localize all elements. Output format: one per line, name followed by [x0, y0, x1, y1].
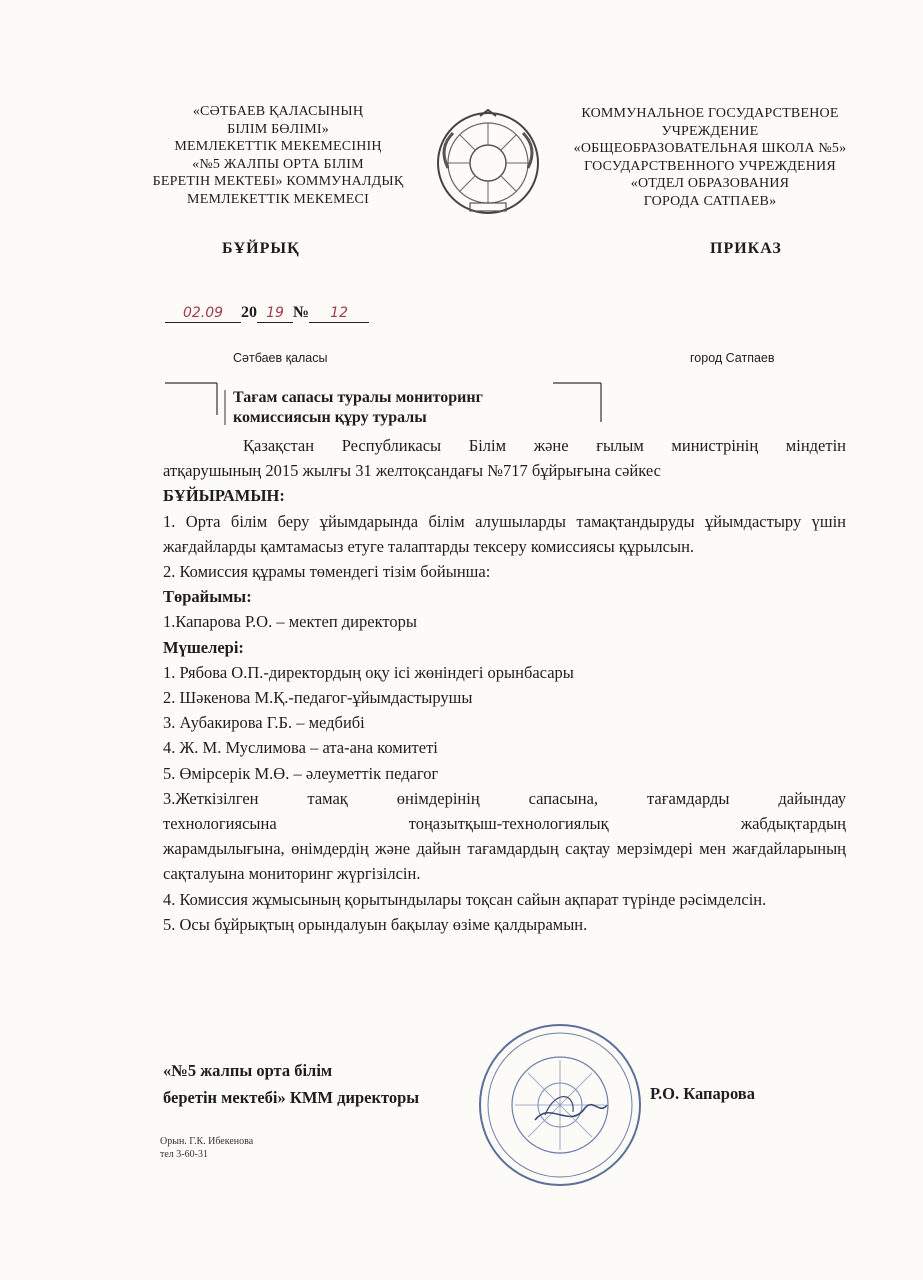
- order-item-line: технологиясына тоңазытқыш-технологиялық жабдықтардың: [163, 814, 846, 834]
- city-kazakh: Сәтбаев қаласы: [233, 351, 328, 365]
- member-entry: 3. Аубакирова Г.Б. – медбибі: [163, 713, 365, 733]
- subject-line: Тағам сапасы туралы мониторинг: [233, 389, 483, 406]
- order-item: 4. Комиссия жұмысының қорытындылары тоқсан сайын ақпарат түрінде рәсімделсін.: [163, 889, 767, 909]
- date-handwritten: 02.09: [182, 305, 224, 321]
- number-handwritten: 12: [330, 305, 348, 321]
- member-entry: 4. Ж. М. Муслимова – ата-ана комитеті: [163, 738, 438, 758]
- preamble-line: атқарушының 2015 жылғы 31 желтоқсандағы №717 бұйрығына сәйкес: [163, 461, 661, 481]
- header-kazakh: [118, 103, 438, 208]
- member-entry: 5. Өмірсерік М.Ө. – әлеуметтік педагог: [163, 763, 439, 783]
- executor-footer: [160, 1135, 253, 1161]
- preamble-line: Қазақстан Республикасы Білім және ғылым министрінің міндетін: [243, 436, 846, 455]
- header-kazakh-line: БІЛІМ БӨЛІМІ»: [227, 121, 329, 137]
- date-field: [165, 304, 241, 323]
- city-russian: город Сатпаев: [690, 351, 775, 365]
- date-number-line: [165, 304, 369, 323]
- signature-position: «№5 жалпы орта білім: [163, 1061, 333, 1080]
- header-russian: [540, 105, 880, 210]
- subject-line: комиссиясын құру туралы: [233, 409, 427, 426]
- header-kazakh-line: «СӘТБАЕВ ҚАЛАСЫНЫҢ: [192, 104, 364, 119]
- chair-label: Төрайымы:: [163, 587, 252, 607]
- header-kazakh-line: «№5 ЖАЛПЫ ОРТА БІЛІМ: [192, 156, 364, 172]
- header-kazakh-line: МЕМЛЕКЕТТІК МЕКЕМЕСІНІҢ: [174, 139, 382, 154]
- school-stamp-icon: [475, 1020, 645, 1190]
- order-item: 2. Комиссия құрамы төмендегі тізім бойынша:: [163, 562, 491, 582]
- order-word: БҰЙЫРАМЫН:: [163, 486, 285, 506]
- executor-name: Орын. Г.К. Ибекенова: [160, 1136, 254, 1147]
- header-russian-line: КОММУНАЛЬНОЕ ГОСУДАРСТВЕНОЕ: [581, 106, 839, 121]
- chair-entry: 1.Капарова Р.О. – мектеп директоры: [163, 612, 417, 632]
- header-russian-line: ГОСУДАРСТВЕННОГО УЧРЕЖДЕНИЯ: [584, 158, 836, 174]
- header-russian-line: «ОБЩЕОБРАЗОВАТЕЛЬНАЯ ШКОЛА №5»: [573, 141, 847, 156]
- executor-phone: тел 3-60-31: [160, 1149, 208, 1160]
- order-body: [163, 433, 846, 937]
- header-russian-line: ГОРОДА САТПАЕВ»: [643, 193, 777, 209]
- header-kazakh-line: БЕРЕТІН МЕКТЕБІ» КОММУНАЛДЫҚ: [152, 174, 404, 189]
- order-item: 5. Осы бұйрықтың орындалуын бақылау өзіме қалдырамын.: [163, 914, 588, 934]
- order-item-line: 3.Жеткізілген тамақ өнімдерінің сапасына, тағамдарды дайындау: [163, 788, 846, 808]
- number-sign: №: [293, 304, 310, 321]
- year-handwritten: 19: [266, 305, 284, 321]
- header-russian-line: «ОТДЕЛ ОБРАЗОВАНИЯ: [630, 176, 790, 191]
- year-field: [257, 304, 293, 323]
- order-subject: [233, 388, 573, 428]
- signature-block: [163, 1057, 419, 1111]
- member-entry: 2. Шәкенова М.Қ.-педагог-ұйымдастырушы: [163, 688, 473, 708]
- signature-position: беретін мектебі» КММ директоры: [163, 1088, 420, 1107]
- doc-type-russian: ПРИКАЗ: [710, 240, 782, 257]
- member-entry: 1. Рябова О.П.-директордың оқу ісі жөніндегі орынбасары: [163, 662, 574, 682]
- signatory-name: Р.О. Капарова: [650, 1084, 755, 1103]
- order-item: жарамдылығына, өнімдердің және дайын тағамдардың сақтау мерзімдері мен жағдайларының сақталуына мониторинг жүргізілсін.: [163, 839, 846, 884]
- number-field: [309, 304, 369, 323]
- year-prefix: 20: [241, 304, 257, 321]
- header-kazakh-line: МЕМЛЕКЕТТІК МЕКЕМЕСІ: [187, 191, 369, 207]
- kazakhstan-emblem-icon: [428, 108, 548, 218]
- members-label: Мүшелері:: [163, 637, 244, 657]
- header-russian-line: УЧРЕЖДЕНИЕ: [661, 123, 759, 139]
- order-item: 1. Орта білім беру ұйымдарында білім алушыларды тамақтандыруды ұйымдастыру үшін жағдайларды қамтамасыз етуге талаптарды тексеру комиссиясы құрылсын.: [163, 511, 846, 556]
- doc-type-kazakh: БҰЙРЫҚ: [222, 240, 300, 257]
